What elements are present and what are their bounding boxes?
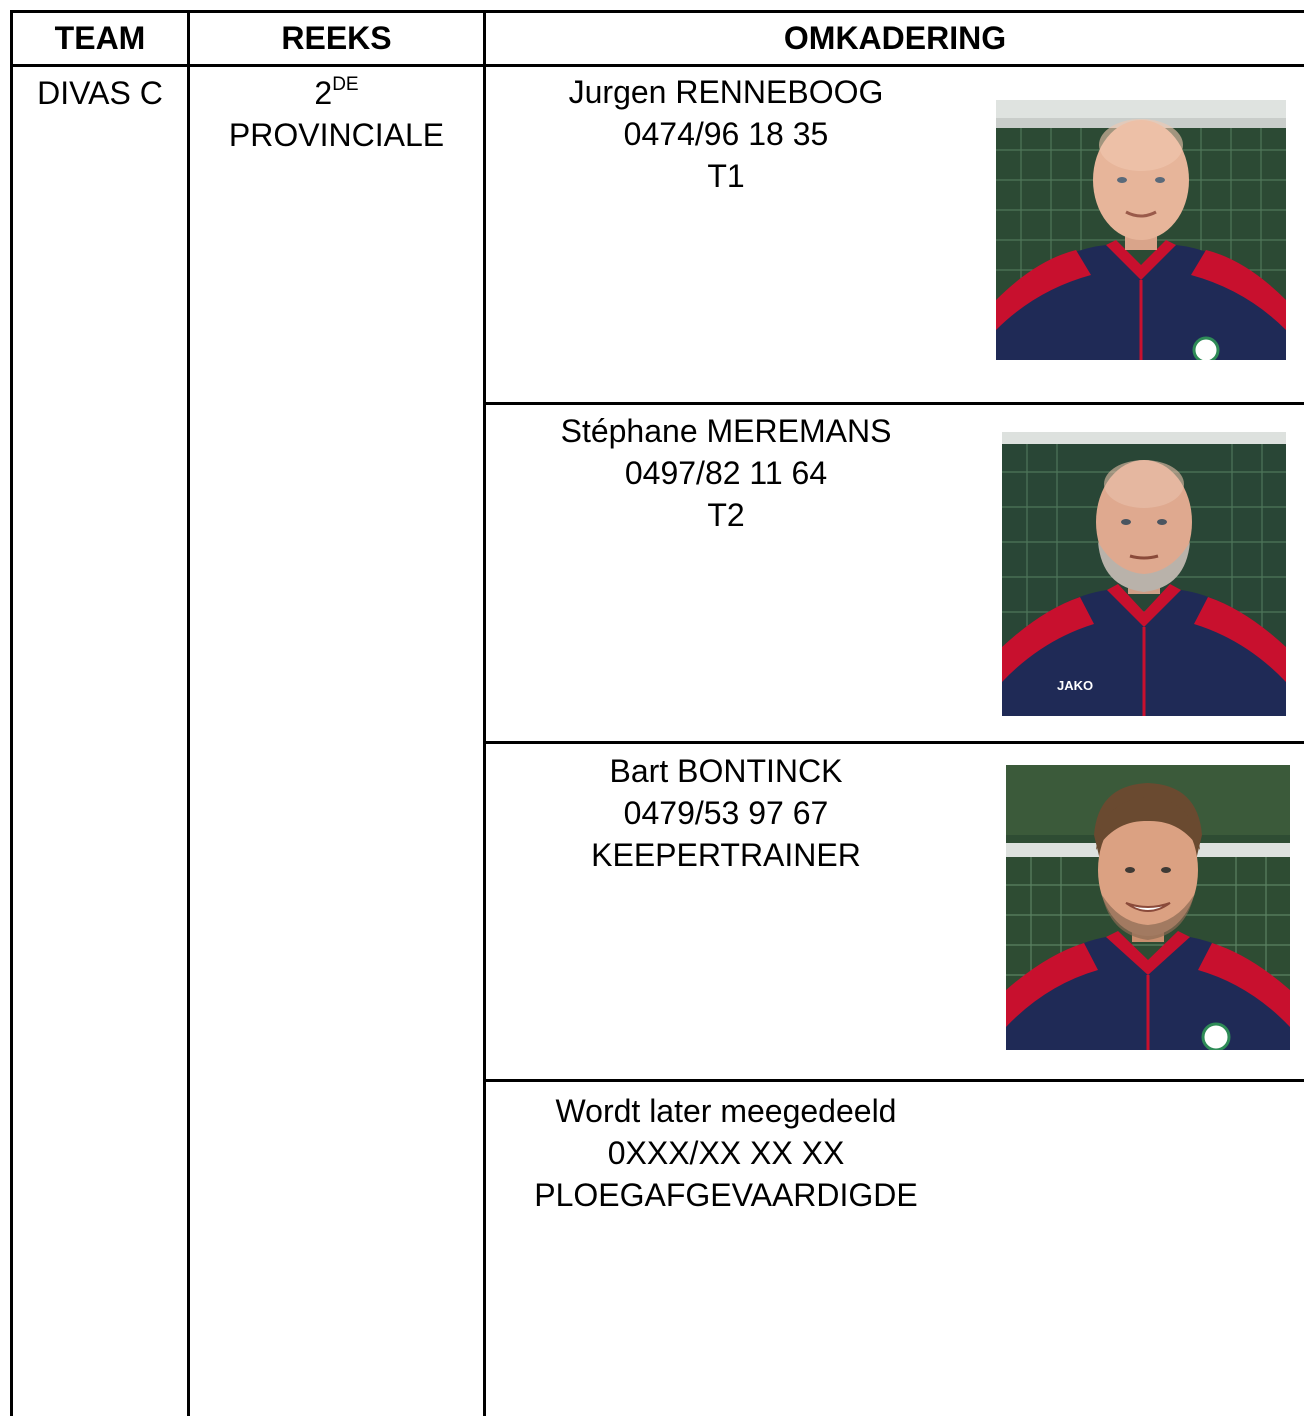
jako-logo: JAKO [1057,678,1094,693]
staff-role: PLOEGAFGEVAARDIGDE [534,1177,918,1213]
staff-row-divider [483,402,1304,405]
staff-entry [488,410,964,536]
staff-role: KEEPERTRAINER [591,837,861,873]
staff-row-divider [483,741,1304,744]
staff-entry [488,71,964,197]
header-team: TEAM [54,20,146,56]
staff-phone: 0479/53 97 67 [623,795,829,831]
staff-role: T1 [707,158,745,194]
header-omkadering: OMKADERING [783,20,1007,56]
staff-phone: 0474/96 18 35 [623,116,829,152]
table-top-border [10,10,1304,13]
staff-name: Bart BONTINCK [609,753,843,789]
portrait-photo [1002,432,1286,716]
staff-name: Wordt later meegedeeld [555,1093,897,1129]
team-name: DIVAS C [37,75,163,111]
staff-row-divider [483,1079,1304,1082]
reeks-level: PROVINCIALE [228,117,445,153]
column-divider-team [187,10,190,1416]
reeks-suffix: DE [332,74,359,95]
header-bottom-border [10,64,1304,67]
staff-entry [488,1090,964,1216]
staff-photo [996,100,1286,360]
table-left-border [10,10,13,1416]
staff-photo [1006,765,1290,1050]
staff-role: T2 [707,497,745,533]
staff-phone: 0497/82 11 64 [624,455,828,491]
staff-entry [488,750,964,876]
column-divider-reeks [483,10,486,1416]
staff-phone: 0XXX/XX XX XX [607,1135,845,1171]
reeks-number: 2DE [314,74,359,111]
header-reeks: REEKS [281,20,392,56]
staff-name: Jurgen RENNEBOOG [568,74,884,110]
portrait-photo [996,100,1286,360]
reeks-cell [190,72,483,156]
staff-name: Stéphane MEREMANS [560,413,892,449]
portrait-photo [1006,765,1290,1050]
staff-photo [1002,432,1286,716]
